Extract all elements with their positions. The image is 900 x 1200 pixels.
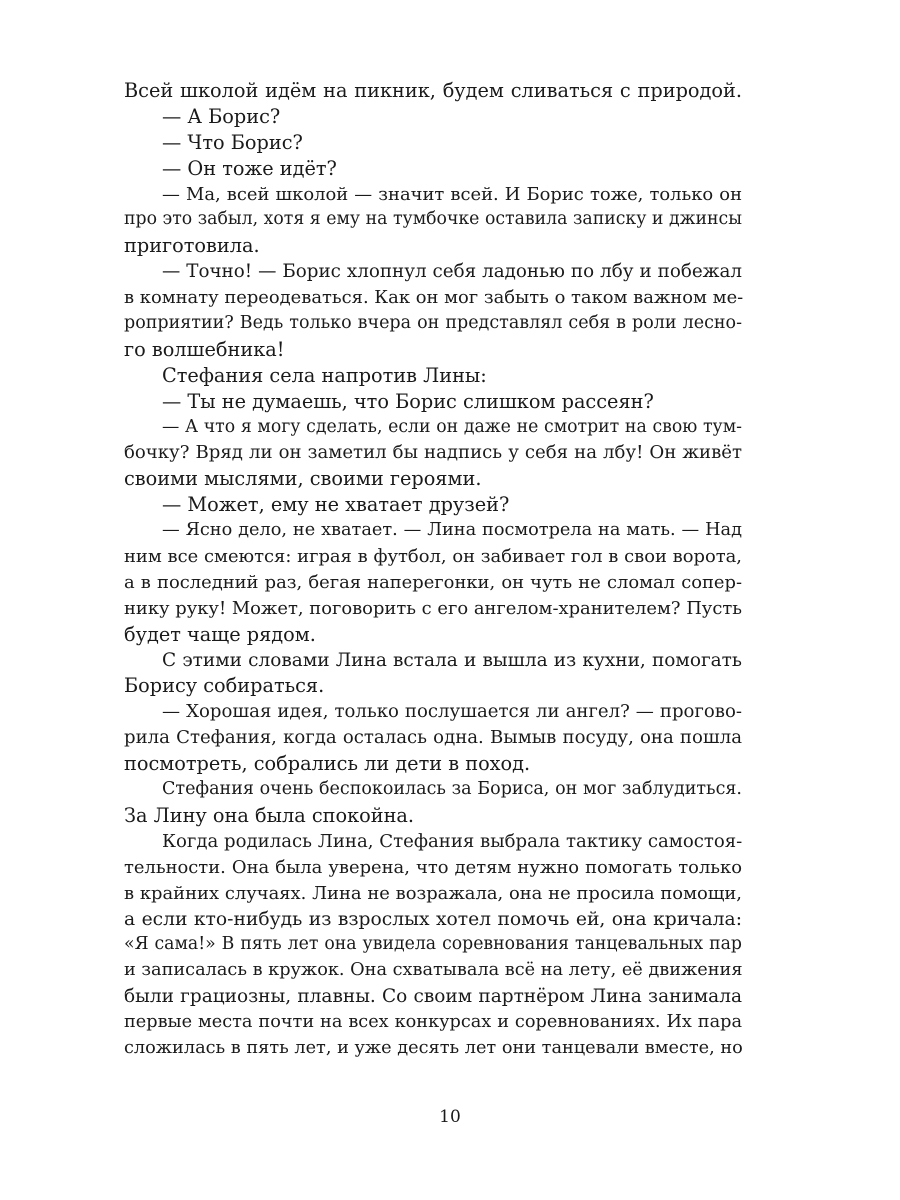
text-line: — Точно! — Борис хлопнул себя ладонью по лбу и побежал <box>162 261 742 283</box>
body-text <box>124 78 742 1062</box>
text-line: С этими словами Лина встала и вышла из кухни, помогать <box>162 649 742 671</box>
text-line: — Ты не думаешь, что Борис слишком рассеян? <box>162 389 654 413</box>
text-line: — Ма, всей школой — значит всей. И Борис тоже, только он <box>162 183 742 205</box>
text-line: — А что я могу сделать, если он даже не смотрит на свою тум- <box>162 416 742 437</box>
text-line: «Я сама!» В пять лет она увидела соревнования танцевальных пар <box>124 934 742 955</box>
text-line: и записалась в кружок. Она схватывала всё на лету, её движения <box>124 960 743 981</box>
text-line: посмотреть, собрались ли дети в поход. <box>124 752 531 776</box>
text-line: были грациозны, плавны. Со своим партнёром Лина занимала <box>124 986 742 1008</box>
text-line: Всей школой идём на пикник, будем сливаться с природой. <box>124 79 742 102</box>
text-line: За Лину она была спокойна. <box>124 803 415 827</box>
text-line: — Ясно дело, не хватает. — Лина посмотрела на мать. — Над <box>162 520 742 541</box>
text-line: го волшебника! <box>124 337 285 361</box>
text-line: а в последний раз, бегая наперегонки, он чуть не сломал сопер- <box>124 571 742 593</box>
text-line: рила Стефания, когда осталась одна. Вымыв посуду, она пошла <box>124 727 742 749</box>
text-line: в комнату переодеваться. Как он мог забыть о таком важном ме- <box>124 287 744 309</box>
text-line: бочку? Вряд ли он заметил бы надпись у себя на лбу! Он живёт <box>124 442 742 464</box>
text-line: своими мыслями, своими героями. <box>124 467 482 491</box>
page-number: 10 <box>439 1107 461 1127</box>
text-line: первые места почти на всех конкурсах и соревнованиях. Их пара <box>124 1012 742 1033</box>
text-line: будет чаще рядом. <box>124 622 316 646</box>
text-line: — Что Борис? <box>162 130 303 154</box>
text-line: а если кто-нибудь из взрослых хотел помочь ей, она кричала: <box>124 908 742 930</box>
text-line: — А Борис? <box>162 104 281 128</box>
text-line: нику руку! Может, поговорить с его ангелом-хранителем? Пусть <box>124 597 742 619</box>
text-line: Когда родилась Лина, Стефания выбрала тактику самостоя- <box>162 830 743 852</box>
text-line: Борису собираться. <box>124 674 325 698</box>
text-line: Стефания очень беспокоилась за Бориса, он мог заблудиться. <box>162 779 742 800</box>
text-line: ним все смеются: играя в футбол, он забивает гол в свои ворота, <box>124 546 742 568</box>
text-line: — Хорошая идея, только послушается ли ангел? — прогово- <box>162 701 742 723</box>
text-line: — Может, ему не хватает друзей? <box>162 493 510 517</box>
text-line: Стефания села напротив Лины: <box>162 363 487 387</box>
text-line: роприятии? Ведь только вчера он представлял себя в роли лесно- <box>124 313 742 334</box>
text-line: приготовила. <box>124 234 260 258</box>
text-line: — Он тоже идёт? <box>162 156 337 180</box>
text-line: в крайних случаях. Лина не возражала, она не просила помощи, <box>124 882 742 904</box>
text-line: тельности. Она была уверена, что детям нужно помогать только <box>124 856 742 878</box>
text-line: про это забыл, хотя я ему на тумбочке оставила записку и джинсы <box>124 209 742 230</box>
text-line: сложилась в пять лет, и уже десять лет они танцевали вместе, но <box>124 1037 743 1058</box>
